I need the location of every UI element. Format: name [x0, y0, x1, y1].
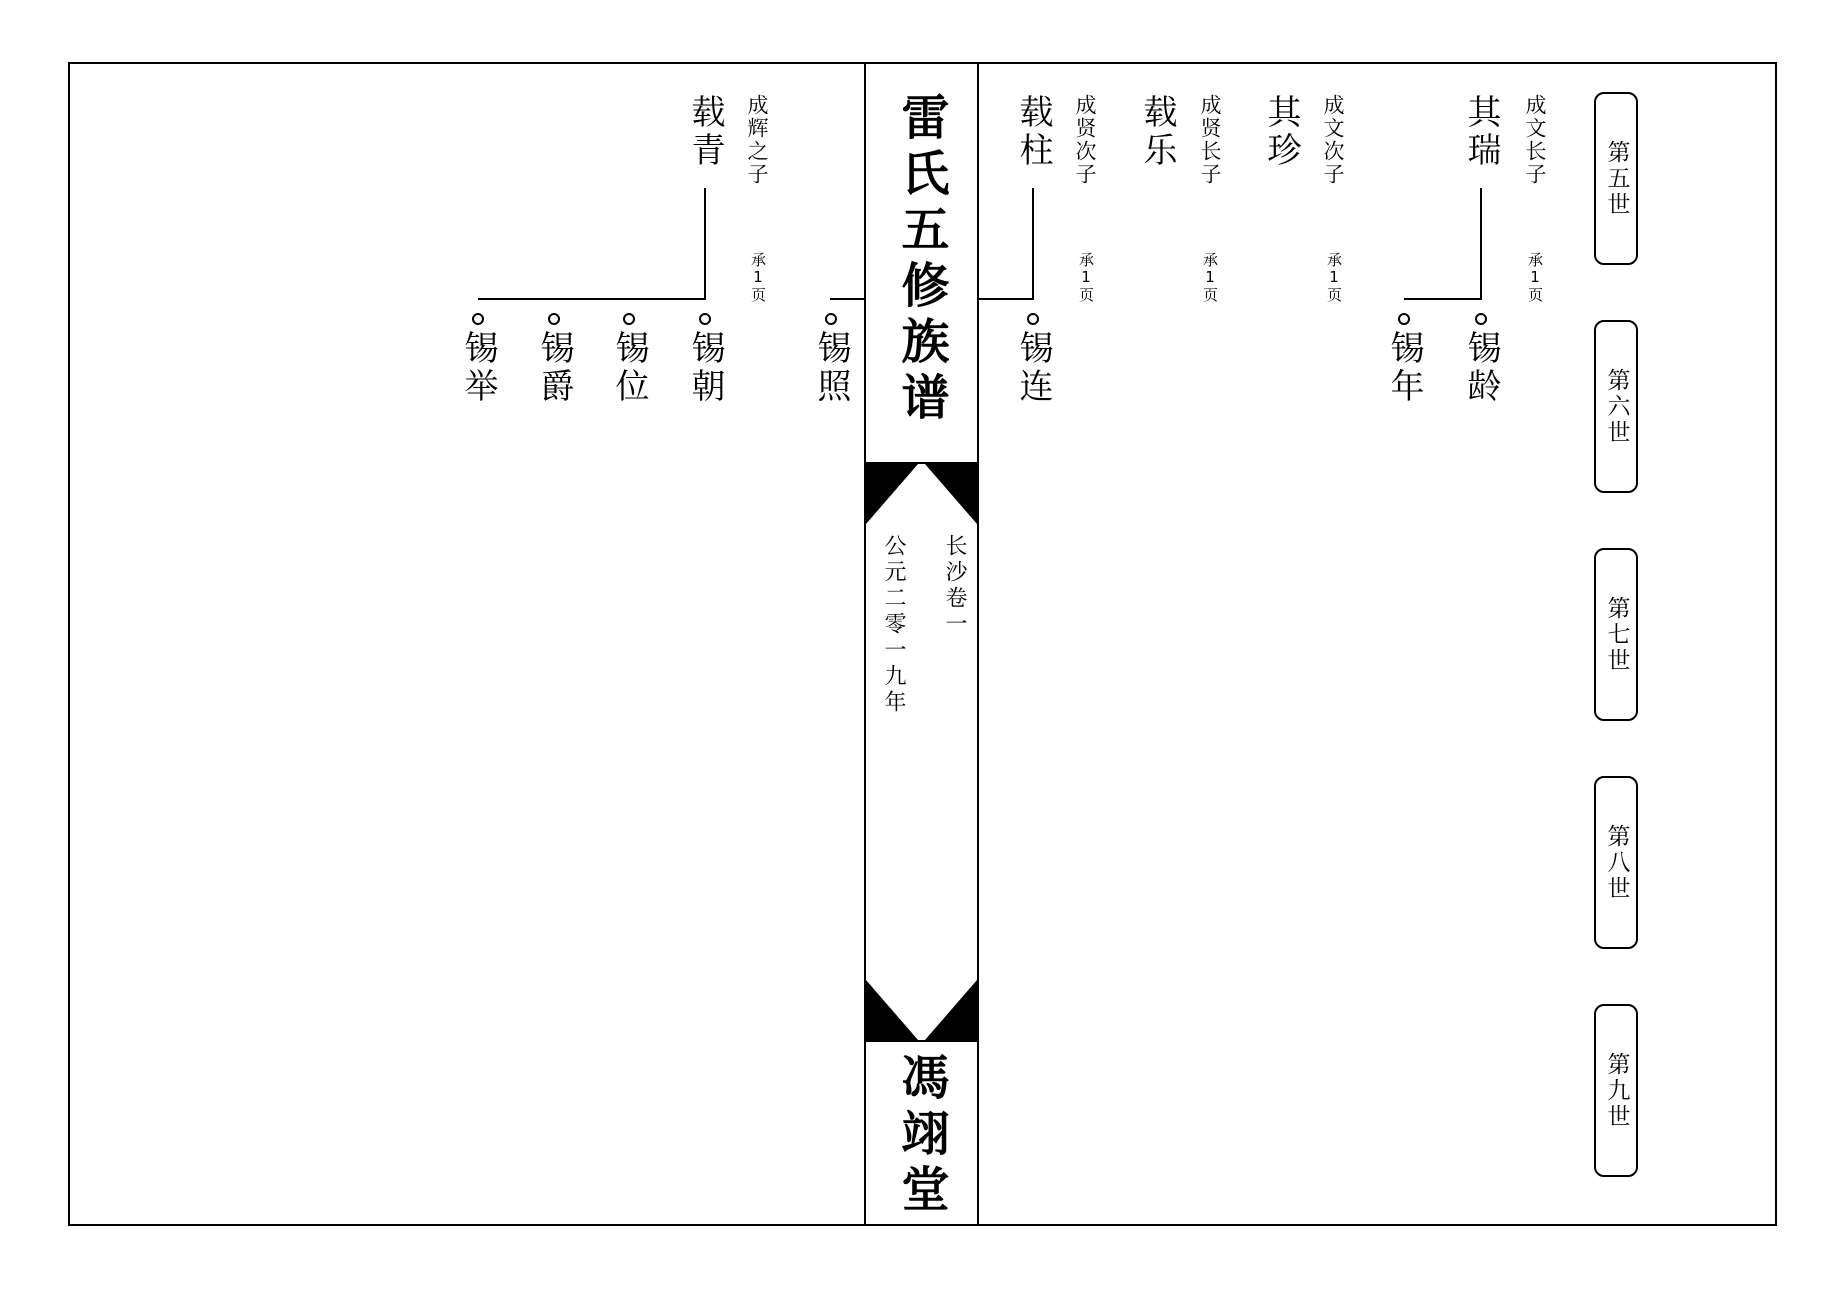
child-marker: [1398, 313, 1410, 325]
member-name: 锡龄: [1461, 330, 1501, 406]
member-name: 锡照: [811, 330, 851, 406]
member-name: 锡连: [1013, 330, 1053, 406]
spine-year: 公元二零一九年: [881, 534, 906, 716]
page-reference: 承1页: [1526, 252, 1544, 303]
lineage-line: [1032, 188, 1034, 300]
page-reference: 承1页: [1201, 252, 1219, 303]
member-name: 载青: [685, 94, 725, 170]
member-name: 其瑞: [1461, 94, 1501, 170]
child-marker: [699, 313, 711, 325]
generation-label-9: 第九世: [1594, 1004, 1638, 1177]
generation-label-5: 第五世: [1594, 92, 1638, 265]
page-reference: 承1页: [1325, 252, 1343, 303]
spine-right-border: [977, 62, 979, 1226]
generation-label-8: 第八世: [1594, 776, 1638, 949]
spine-top-ornament: [866, 464, 977, 524]
member-name: 锡朝: [685, 330, 725, 406]
parent-note: 成贤次子: [1073, 94, 1097, 186]
lineage-line: [1404, 298, 1482, 300]
lineage-line: [830, 298, 864, 300]
spine-bottom-ornament: [866, 980, 977, 1040]
spine-volume: 长沙卷一: [942, 534, 967, 638]
child-marker: [623, 313, 635, 325]
parent-note: 成贤长子: [1198, 94, 1222, 186]
member-name: 其珍: [1261, 94, 1301, 170]
member-name: 锡位: [609, 330, 649, 406]
generation-label-7: 第七世: [1594, 548, 1638, 721]
parent-note: 成文长子: [1523, 94, 1547, 186]
spine-hall: 馮翊堂: [893, 1052, 949, 1220]
child-marker: [472, 313, 484, 325]
member-name: 锡年: [1384, 330, 1424, 406]
member-name: 锡举: [458, 330, 498, 406]
lineage-line: [979, 298, 1034, 300]
spine-left-border: [864, 62, 866, 1226]
member-name: 锡爵: [534, 330, 574, 406]
parent-note: 成辉之子: [745, 94, 769, 186]
generation-label-6: 第六世: [1594, 320, 1638, 493]
member-name: 载乐: [1137, 94, 1177, 170]
spine-divider-bottom: [864, 1040, 979, 1042]
child-marker: [548, 313, 560, 325]
child-marker: [1027, 313, 1039, 325]
child-marker: [1475, 313, 1487, 325]
member-name: 载柱: [1013, 94, 1053, 170]
parent-note: 成文次子: [1321, 94, 1345, 186]
page-reference: 承1页: [1077, 252, 1095, 303]
lineage-line: [704, 188, 706, 300]
spine-title: 雷氏五修族谱: [893, 92, 949, 428]
page-reference: 承1页: [749, 252, 767, 303]
child-marker: [825, 313, 837, 325]
lineage-line: [1480, 188, 1482, 300]
lineage-line: [478, 298, 706, 300]
